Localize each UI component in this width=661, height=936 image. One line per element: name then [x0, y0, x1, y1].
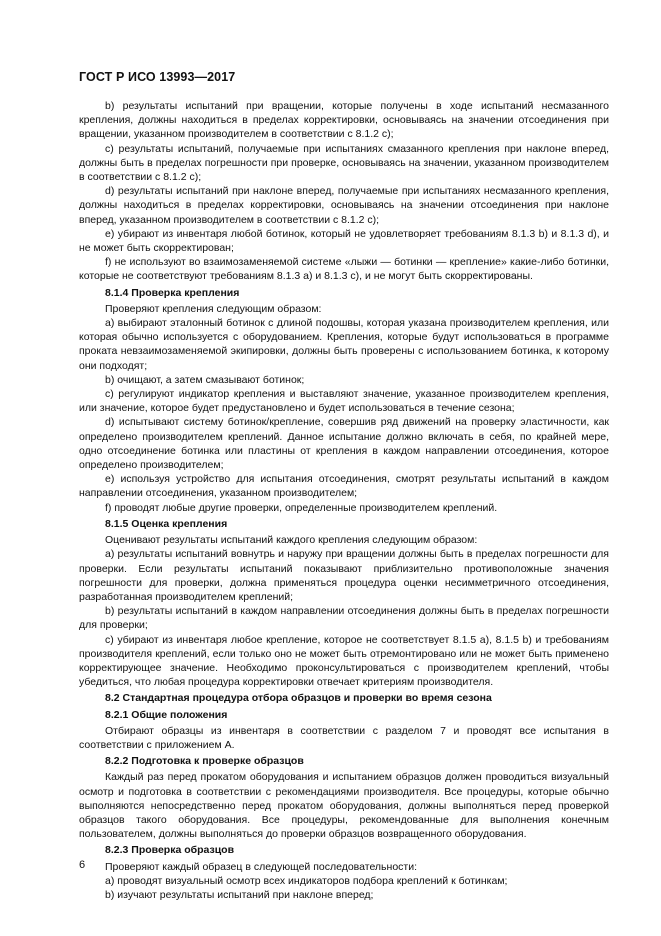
paragraph: b) изучают результаты испытаний при наклоне вперед; [105, 888, 374, 901]
section-heading: 8.1.4 Проверка крепления [105, 286, 240, 299]
paragraph: e) убирают из инвентаря любой ботинок, который не удовлетворяет требованиям 8.1.3 b) и 8.1.3 d), и не может быть скорректирован; [79, 227, 609, 255]
paragraph: f) не используют во взаимозаменяемой системе «лыжи — ботинки — крепление» какие-либо ботинки, которые не соответствуют требованиям 8.1.3 a) и 8.1.3 c), и не могут быть скорректированы. [79, 256, 609, 283]
paragraph: a) результаты испытаний вовнутрь и наружу при вращении должны быть в пределах погрешности для проверки. Если результаты испытаний показывают приблизительно противоположные значения погрешности для проверки, должна применяться процедура оценки несимметричного отсоединения, разработанная производителем креплений; [79, 548, 609, 603]
section-heading: 8.2.1 Общие положения [105, 708, 228, 721]
running-header: ГОСТ Р ИСО 13993—2017 [79, 70, 236, 84]
page-number: 6 [79, 859, 86, 871]
paragraph: Каждый раз перед прокатом оборудования и испытанием образцов должен проводиться визуальный осмотр и подготовка в соответствии с рекомендациями производителя. Все процедуры, которые обычно выполняются непосредственно перед прокатом оборудования, должны выполняться перед проверкой образцов такого оборудования. Все процедуры, рекомендованные для выполнения конечным пользователем, должны выполняться до проверки образцов возвращенного оборудования. [79, 771, 609, 841]
paragraph: Проверяют крепления следующим образом: [105, 302, 322, 315]
paragraph: b) результаты испытаний при вращении, которые получены в ходе испытаний несмазанного крепления, должны находиться в пределах корректировки, основываясь на значении отсоединения при вращении, указанном производителем в соответствии с 8.1.2 c); [79, 100, 609, 141]
paragraph: d) результаты испытаний при наклоне вперед, получаемые при испытаниях несмазанного крепления, должны находиться в пределах корректировки, основываясь на значении отсоединения при наклоне вперед, указанном производителем в соответствии с 8.1.2 c); [79, 185, 609, 226]
section-heading: 8.2 Стандартная процедура отбора образцов и проверки во время сезона [105, 692, 492, 705]
paragraph: Проверяют каждый образец в следующей последовательности: [105, 860, 418, 873]
paragraph: a) выбирают эталонный ботинок с длиной подошвы, которая указана производителем крепления, или которая обычно используется с оборудованием. Крепления, которые будут использоваться в программе проката невзаимозаменяемой экипировки, должны быть проверены с использованием ботинка, к которому они подходят; [79, 317, 609, 372]
paragraph: c) результаты испытаний, получаемые при испытаниях смазанного крепления при наклоне вперед, должны быть в пределах погрешности при проверке, основываясь на значении, указанном производителем в соответствии с 8.1.2 c); [79, 142, 609, 184]
paragraph: d) испытывают систему ботинок/крепление, совершив ряд движений на проверку эластичности, как определено производителем креплений. Данное испытание должно включать в себя, по крайней мере, одно отсоединение ботинка или пластины от крепления в каждом направлении отсоединения, которое определено производителем; [79, 416, 609, 472]
section-heading: 8.2.2 Подготовка к проверке образцов [105, 755, 304, 768]
paragraph: Отбирают образцы из инвентаря в соответствии с разделом 7 и проводят все испытания в соответствии с приложением А. [79, 724, 609, 751]
paragraph: f) проводят любые другие проверки, определенные производителем креплений. [105, 501, 498, 514]
paragraph: b) результаты испытаний в каждом направлении отсоединения должны быть в пределах погрешности для проверки; [79, 605, 609, 632]
body-text [79, 99, 609, 902]
paragraph: b) очищают, а затем смазывают ботинок; [105, 373, 305, 386]
paragraph: a) проводят визуальный осмотр всех индикаторов подбора креплений к ботинкам; [105, 874, 508, 887]
paragraph: c) убирают из инвентаря любое крепление, которое не соответствует 8.1.5 a), 8.1.5 b) и требованиям производителя креплений, если только оно не может быть отремонтировано или не может быть применено корректирующее значение. Необходимо проконсультироваться с производителем креплений, чтобы убедиться, что любая процедура корректировки отвечает критериям производителя. [79, 633, 609, 689]
paragraph: Оценивают результаты испытаний каждого крепления следующим образом: [105, 534, 478, 547]
paragraph: e) используя устройство для испытания отсоединения, смотрят результаты испытаний в каждом направлении отсоединения, указанном производителем; [79, 473, 609, 500]
paragraph: c) регулируют индикатор крепления и выставляют значение, указанное производителем крепления, или значение, которое будет предустановлено и будет использоваться в течение сезона; [79, 388, 609, 415]
section-heading: 8.1.5 Оценка крепления [105, 517, 228, 530]
section-heading: 8.2.3 Проверка образцов [105, 844, 235, 857]
